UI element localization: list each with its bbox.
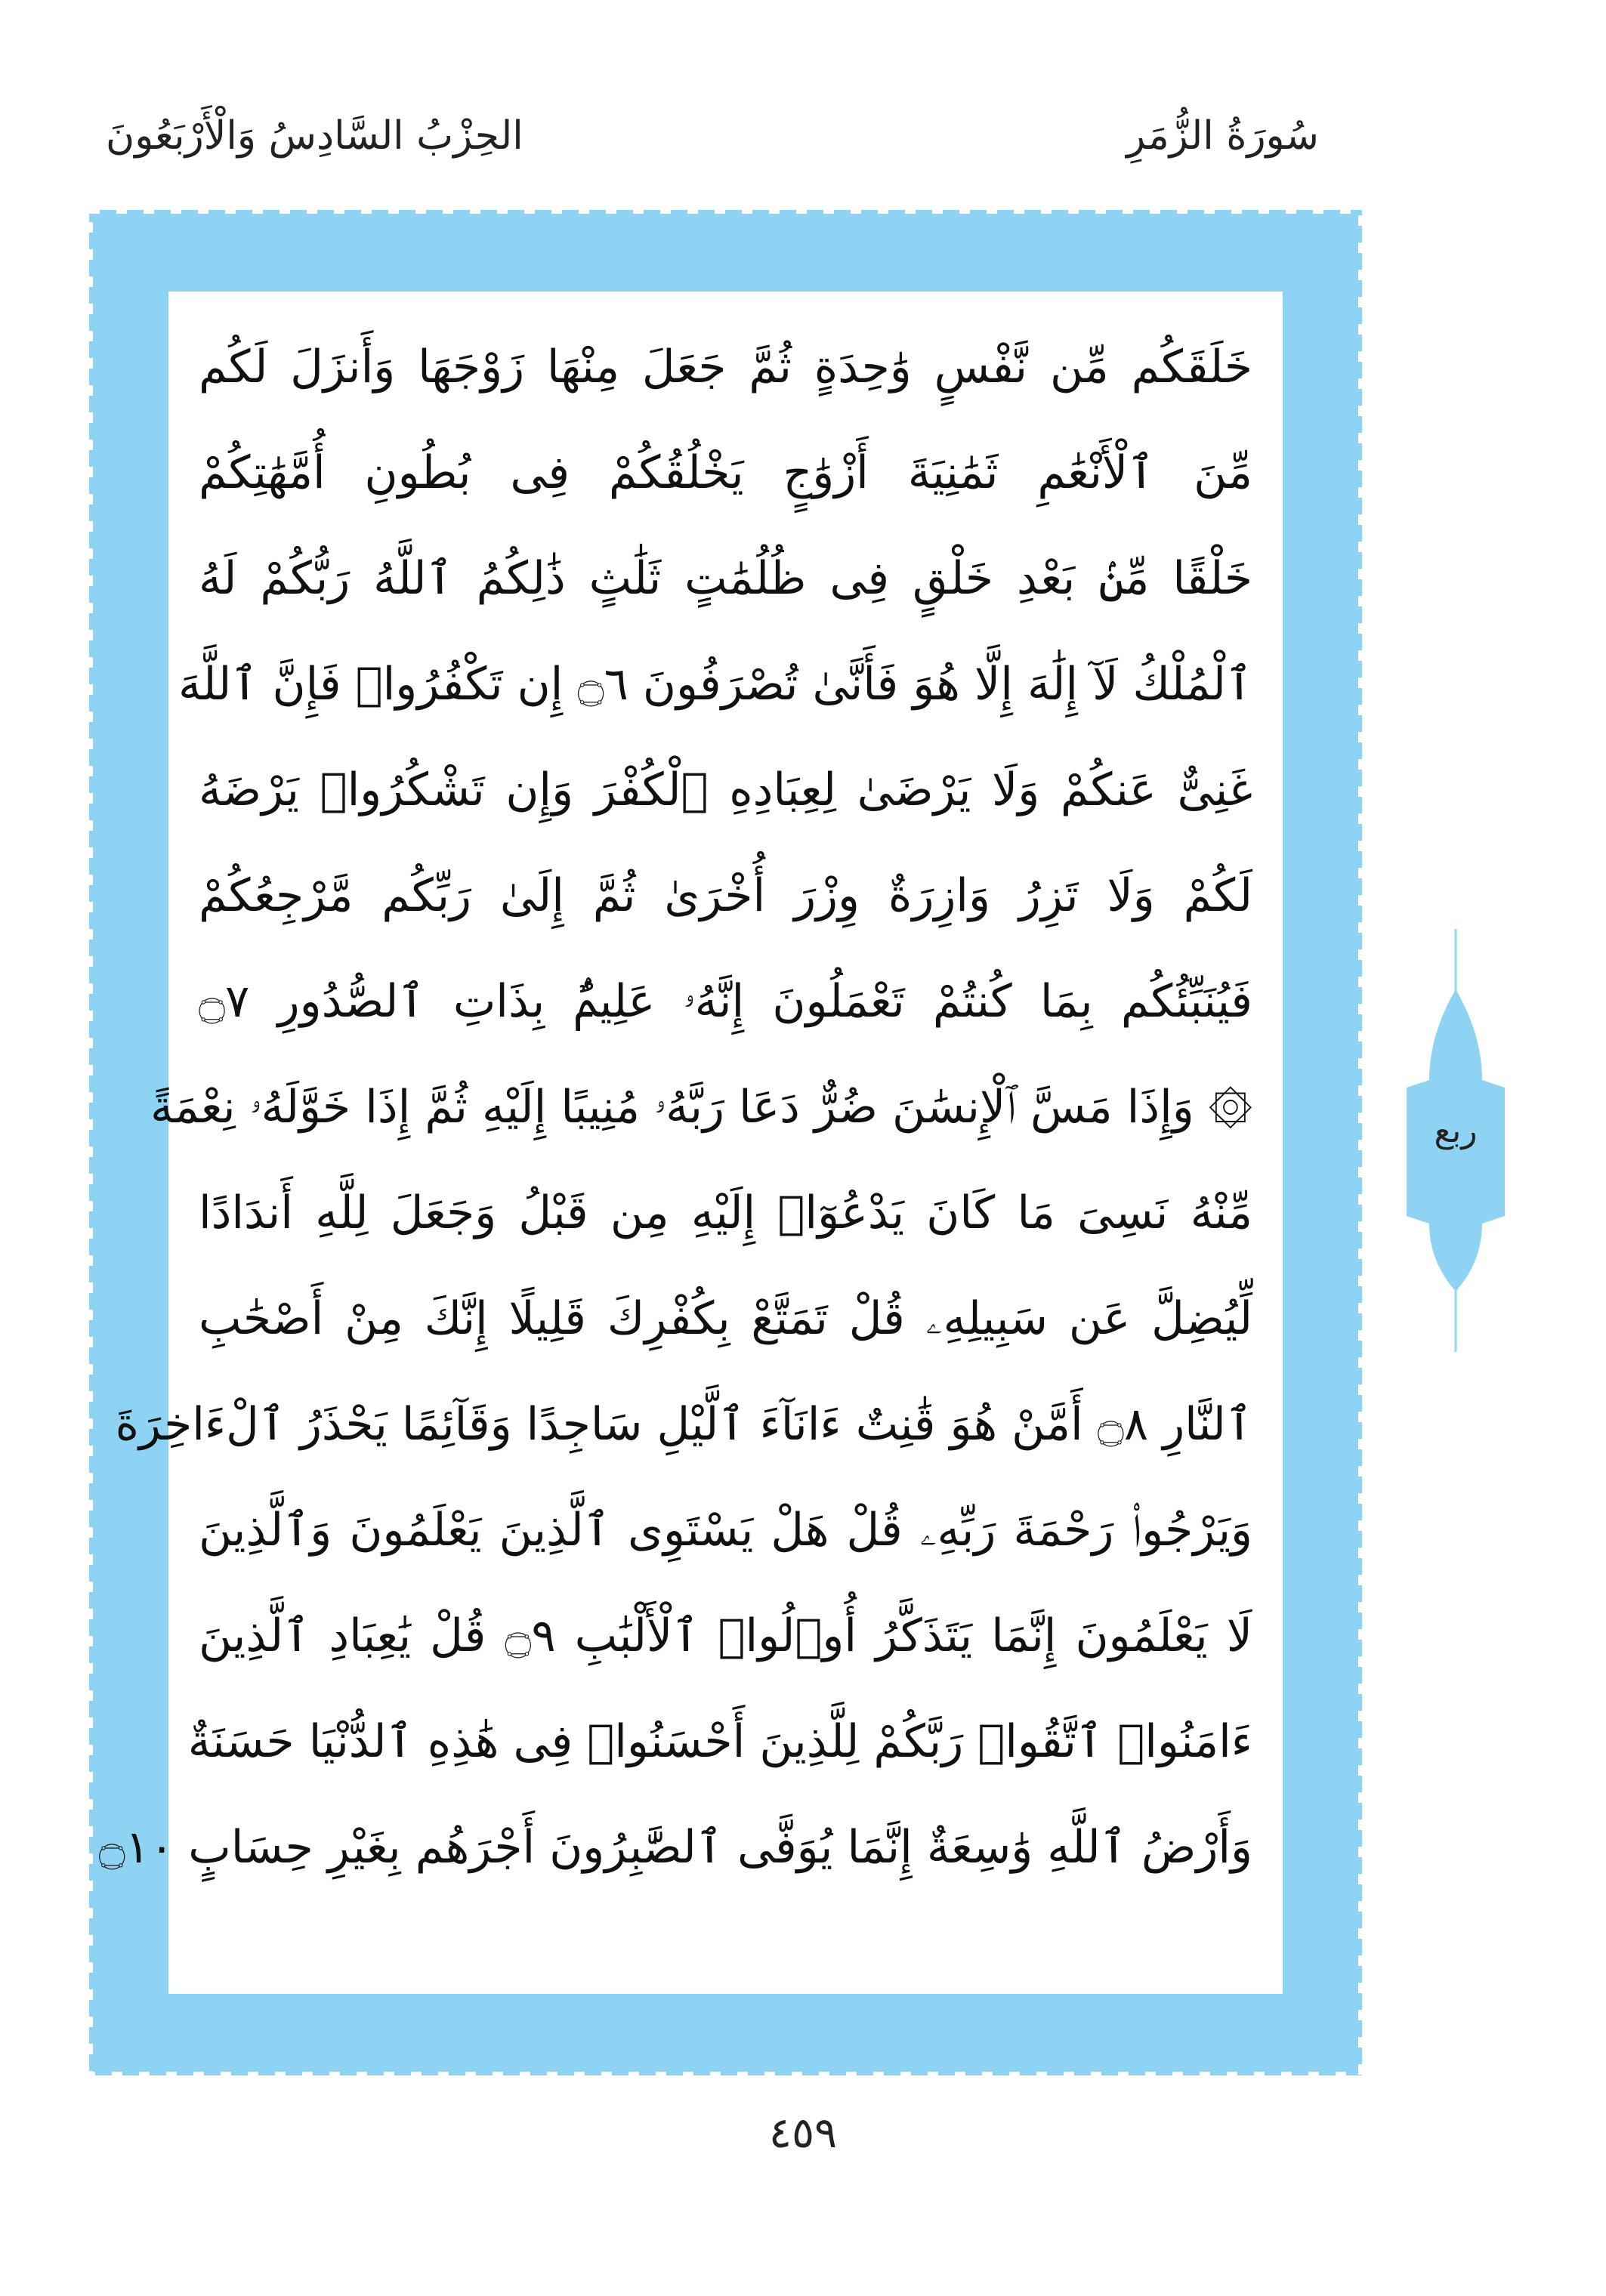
verse-line: ۞ وَإِذَا مَسَّ ٱلْإِنسَٰنَ ضُرٌّ دَعَا رَبَّهُۥ مُنِيبًا إِلَيْهِ ثُمَّ إِذَا خَوَّلَهُۥ نِعْمَةً — [150, 1081, 1252, 1134]
verse-line: مِّنَ ٱلْأَنْعَٰمِ ثَمَٰنِيَةَ أَزْوَٰجٍ يَخْلُقُكُمْ فِى بُطُونِ أُمَّهَٰتِكُمْ — [199, 446, 1252, 499]
verse-line: غَنِىٌّ عَنكُمْ وَلَا يَرْضَىٰ لِعِبَادِهِ ٱلْكُفْرَ وَإِن تَشْكُرُوا۟ يَرْضَهُ — [199, 764, 1252, 816]
page-frame — [89, 210, 1362, 2075]
verse-line: خَلَقَكُم مِّن نَّفْسٍ وَٰحِدَةٍ ثُمَّ جَعَلَ مِنْهَا زَوْجَهَا وَأَنزَلَ لَكُم — [199, 341, 1252, 393]
verse-line: ءَامَنُوا۟ ٱتَّقُوا۟ رَبَّكُمْ لِلَّذِينَ أَحْسَنُوا۟ فِى هَٰذِهِ ٱلدُّنْيَا حَسَنَةٌ — [187, 1715, 1252, 1768]
verse-line: خَلْقًا مِّنۢ بَعْدِ خَلْقٍ فِى ظُلُمَٰتٍ ثَلَٰثٍ ذَٰلِكُمُ ٱللَّهُ رَبُّكُمْ لَهُ — [199, 552, 1252, 605]
verse-line: وَيَرْجُوا۟ رَحْمَةَ رَبِّهِۦ قُلْ هَلْ يَسْتَوِى ٱلَّذِينَ يَعْلَمُونَ وَٱلَّذِينَ — [199, 1504, 1252, 1557]
verse-line: وَأَرْضُ ٱللَّهِ وَٰسِعَةٌ إِنَّمَا يُوَفَّى ٱلصَّٰبِرُونَ أَجْرَهُم بِغَيْرِ حِسَابٍ ۝١٠ — [98, 1821, 1252, 1874]
rub-label: ربع — [1434, 1112, 1478, 1150]
verse-line: لِّيُضِلَّ عَن سَبِيلِهِۦ قُلْ تَمَتَّعْ بِكُفْرِكَ قَلِيلًا إِنَّكَ مِنْ أَصْحَٰبِ — [199, 1292, 1252, 1345]
verse-line: لَكُمْ وَلَا تَزِرُ وَازِرَةٌ وِزْرَ أُخْرَىٰ ثُمَّ إِلَىٰ رَبِّكُم مَّرْجِعُكُمْ — [199, 869, 1252, 922]
verse-lines — [98, 314, 1252, 1971]
verse-line: ٱلنَّارِ ۝٨ أَمَّنْ هُوَ قَٰنِتٌ ءَانَآءَ ٱلَّيْلِ سَاجِدًا وَقَآئِمًا يَحْذَرُ ٱلْءَاخِرَةَ — [115, 1398, 1252, 1451]
text-panel — [98, 292, 1283, 1994]
verse-line: فَيُنَبِّئُكُم بِمَا كُنتُمْ تَعْمَلُونَ إِنَّهُۥ عَلِيمٌۢ بِذَاتِ ٱلصُّدُورِ ۝٧ — [199, 975, 1252, 1028]
verse-line: لَا يَعْلَمُونَ إِنَّمَا يَتَذَكَّرُ أُو۟لُوا۟ ٱلْأَلْبَٰبِ ۝٩ قُلْ يَٰعِبَادِ ٱلَّذِينَ — [199, 1609, 1252, 1662]
page-number: ٤٥٩ — [768, 2109, 838, 2158]
hizb-title: الحِزْبُ السَّادِسُ وَالْأَرْبَعُونَ — [106, 113, 523, 159]
verse-line: مِّنْهُ نَسِىَ مَا كَانَ يَدْعُوٓا۟ إِلَيْهِ مِن قَبْلُ وَجَعَلَ لِلَّهِ أَندَادًا — [199, 1187, 1252, 1239]
verse-line: ٱلْمُلْكُ لَآ إِلَٰهَ إِلَّا هُوَ فَأَنَّىٰ تُصْرَفُونَ ۝٦ إِن تَكْفُرُوا۟ فَإِنَّ ٱللَّهَ — [178, 658, 1252, 711]
surah-title: سُورَةُ الزُّمَرِ — [1126, 113, 1319, 159]
